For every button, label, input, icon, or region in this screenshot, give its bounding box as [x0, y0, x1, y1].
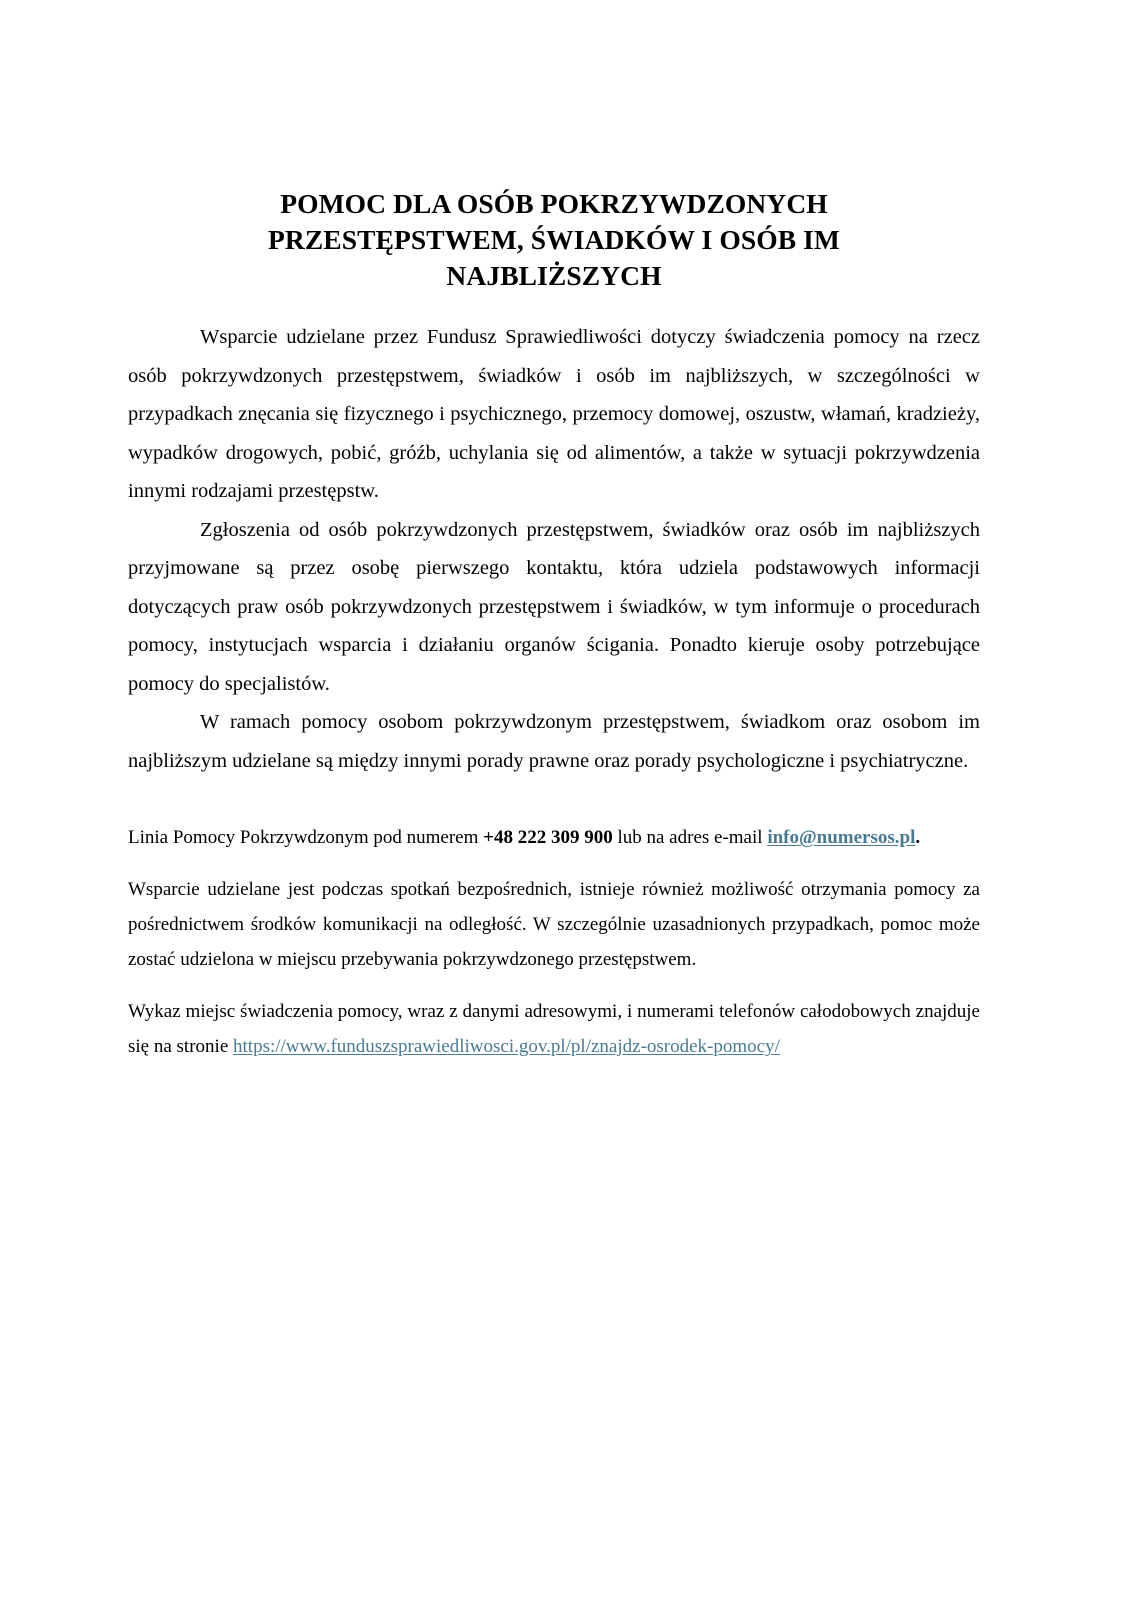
- paragraph-scope-of-support: Wsparcie udzielane przez Fundusz Sprawiedliwości dotyczy świadczenia pomocy na rzecz osób pokrzywdzonych przestępstwem, świadków i osób im najbliższych, w szczególności w przypadkach znęcania się fizycznego i psychicznego, przemocy domowej, oszustw, włamań, kradzieży, wypadków drogowych, pobić, gróźb, uchylania się od alimentów, a także w sytuacji pokrzywdzenia innymi rodzajami przestępstw.: [128, 326, 980, 502]
- directory-url-link[interactable]: https://www.funduszsprawiedliwosci.gov.pl/pl/znajdz-osrodek-pomocy/: [233, 1036, 780, 1057]
- paragraph-support-modes: Wsparcie udzielane jest podczas spotkań bezpośrednich, istnieje również możliwość otrzymania pomocy za pośrednictwem środków komunikacji na odległość. W szczególnie uzasadnionych przypadkach, pomoc może zostać udzielona w miejscu przebywania pokrzywdzonego przestępstwem.: [128, 879, 980, 970]
- helpline-line: [128, 820, 980, 855]
- helpline-email-link[interactable]: info@numersos.pl: [767, 827, 916, 848]
- page-title-line-1: POMOC DLA OSÓB POKRZYWDZONYCH: [280, 188, 828, 219]
- directory-prefix-text: Wykaz miejsc świadczenia pomocy, wraz z danymi adresowymi, i numerami telefonów całodobowych znajduje się na stronie: [128, 1001, 980, 1057]
- contact-block: [128, 820, 980, 1064]
- helpline-phone-number: +48 222 309 900: [483, 827, 613, 848]
- helpline-middle-text: lub na adres e-mail: [612, 827, 768, 848]
- paragraph-intake-process: Zgłoszenia od osób pokrzywdzonych przestępstwem, świadków oraz osób im najbliższych przyjmowane są przez osobę pierwszego kontaktu, która udziela podstawowych informacji dotyczących praw osób pokrzywdzonych przestępstwem i świadków, w tym informuje o procedurach pomocy, instytucjach wsparcia i działaniu organów ścigania. Ponadto kieruje osoby potrzebujące pomocy do specjalistów.: [128, 518, 980, 695]
- intro-paragraph-block: [128, 318, 980, 780]
- paragraph-services-offered: W ramach pomocy osobom pokrzywdzonym przestępstwem, świadkom oraz osobom im najbliższym udzielane są między innymi porady prawne oraz porady psychologiczne i psychiatryczne.: [128, 711, 980, 772]
- page-title-line-3: NAJBLIŻSZYCH: [446, 260, 662, 291]
- paragraph-directory: [128, 994, 980, 1064]
- helpline-prefix-text: Linia Pomocy Pokrzywdzonym pod numerem: [128, 827, 484, 848]
- document-content: [128, 186, 980, 1064]
- helpline-suffix-period: .: [915, 827, 921, 848]
- page-title-line-2: PRZESTĘPSTWEM, ŚWIADKÓW I OSÓB IM: [267, 224, 840, 255]
- page-title: [128, 186, 980, 294]
